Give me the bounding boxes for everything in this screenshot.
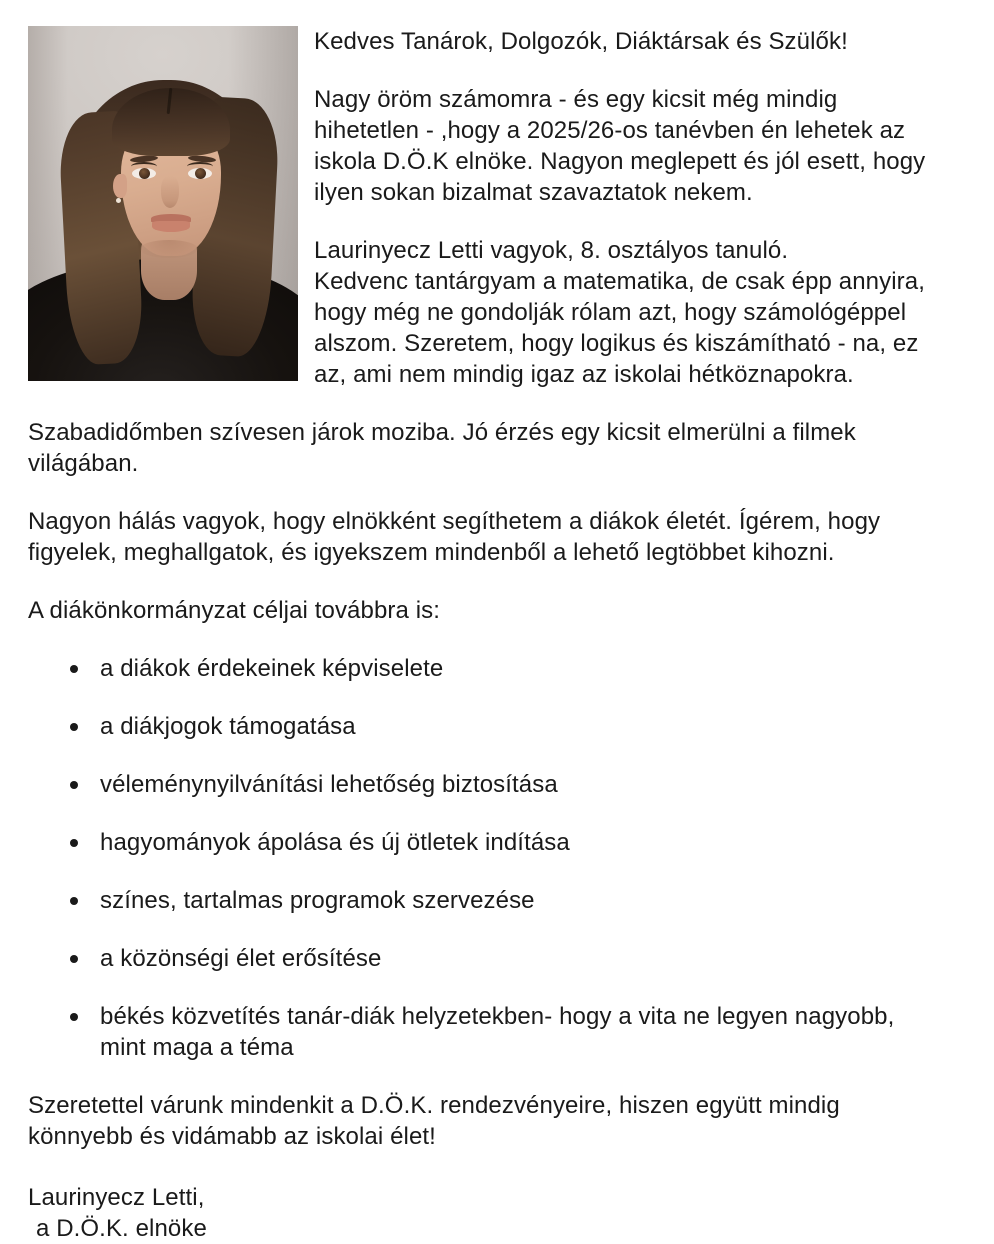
list-item: a diákok érdekeinek képviselete — [28, 653, 940, 684]
signature-block — [28, 1182, 940, 1244]
portrait-photo — [28, 26, 298, 381]
nose — [161, 176, 179, 208]
letter-body-block — [28, 417, 940, 1244]
eyelid-left — [131, 162, 157, 171]
photo-background — [28, 26, 298, 381]
paragraph-gratitude: Nagyon hálás vagyok, hogy elnökként segíthetem a diákok életét. Ígérem, hogy figyelek, meghallgatok, és igyekszem mindenből a lehető legtöbbet kihozni. — [28, 508, 881, 566]
eyelid-right — [187, 162, 213, 171]
lower-lip — [152, 221, 190, 232]
goals-intro-line: A diákönkormányzat céljai továbbra is: — [28, 597, 441, 624]
paragraph-introduction-line-2: Kedvenc tantárgyam a matematika, de csak épp annyira, hogy még ne gondolják rólam azt, hogy számológéppel alszom. Szeretem, hogy logikus és kiszámítható - na, ez az, ami nem mindig igaz az iskolai hétköznapokra. — [314, 268, 925, 388]
list-item: a közönségi élet erősítése — [28, 943, 940, 974]
greeting-line: Kedves Tanárok, Dolgozók, Diáktársak és Szülők! — [314, 28, 848, 55]
list-item: véleménynyilvánítási lehetőség biztosítása — [28, 769, 940, 800]
goals-list — [28, 653, 940, 1063]
paragraph-about-election: Nagy öröm számomra - és egy kicsit még mindig hihetetlen - ,hogy a 2025/26-os tanévben én lehetek az iskola D.Ö.K elnöke. Nagyon meglepett és jól esett, hogy ilyen sokan bizalmat szavaztatok nekem. — [314, 86, 926, 206]
paragraph-free-time: Szabadidőmben szívesen járok moziba. Jó érzés egy kicsit elmerülni a filmek világában. — [28, 419, 856, 477]
signature-name: Laurinyecz Letti, — [28, 1184, 205, 1211]
paragraph-introduction-line-1: Laurinyecz Letti vagyok, 8. osztályos tanuló. — [314, 237, 789, 264]
list-item: a diákjogok támogatása — [28, 711, 940, 742]
earring — [116, 198, 121, 203]
list-item: hagyományok ápolása és új ötletek indítása — [28, 827, 940, 858]
chin-shading — [140, 240, 198, 258]
letter-intro-block — [314, 26, 940, 417]
list-item: színes, tartalmas programok szervezése — [28, 885, 940, 916]
closing-paragraph: Szeretettel várunk mindenkit a D.Ö.K. rendezvényeire, hiszen együtt mindig könnyebb és vidámabb az iskolai élet! — [28, 1092, 840, 1150]
signature-role: a D.Ö.K. elnöke — [36, 1215, 207, 1242]
list-item: békés közvetítés tanár-diák helyzetekben- hogy a vita ne legyen nagyobb, mint maga a téma — [28, 1001, 940, 1063]
ear — [113, 174, 127, 198]
